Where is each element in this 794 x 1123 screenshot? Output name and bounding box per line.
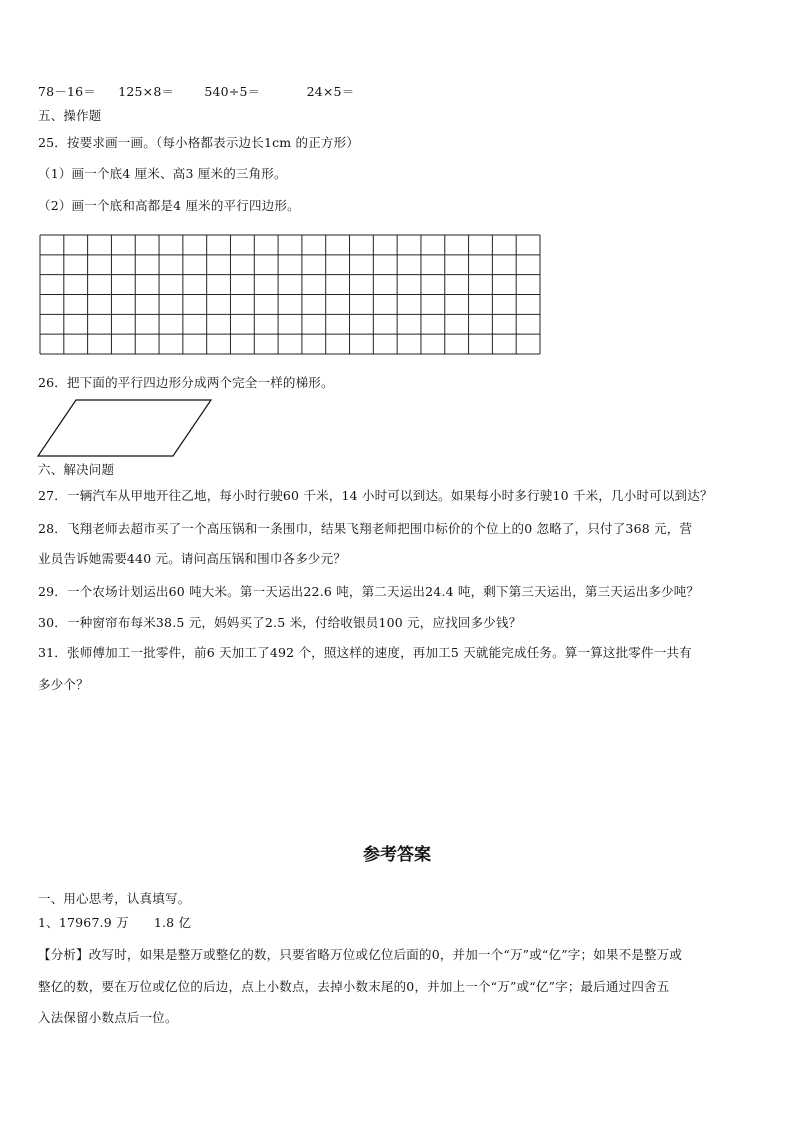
drawing-grid[interactable]	[39, 234, 541, 355]
question-31-line-2: 多少个？	[38, 677, 89, 692]
answer-1: 1、17967.9 万 1.8 亿	[38, 915, 192, 930]
question-25-part-1: （1）画一个底4 厘米、高3 厘米的三角形。	[38, 166, 287, 181]
parallelogram-shape	[38, 400, 211, 456]
question-25-part-2: （2）画一个底和高都是4 厘米的平行四边形。	[38, 198, 300, 213]
analysis-line-2: 整亿的数，要在万位或亿位的后边，点上小数点，去掉小数末尾的0，并加上一个“万”或“亿”字；最后通过四舍五	[38, 979, 670, 994]
answers-title: 参考答案	[363, 845, 431, 865]
analysis-line-1: 【分析】改写时，如果是整万或整亿的数，只要省略万位或亿位后面的0，并加一个“万”或“亿”字；如果不是整万或	[38, 947, 683, 962]
question-28-line-1: 28．飞翔老师去超市买了一个高压锅和一条围巾，结果飞翔老师把围巾标价的个位上的0 忽略了，只付了368 元，营	[38, 521, 693, 536]
question-31-line-1: 31．张师傅加工一批零件，前6 天加工了492 个，照这样的速度，再加工5 天就能完成任务。算一算这批零件一共有	[38, 645, 692, 660]
calc-item: 78－16＝	[38, 84, 97, 99]
calc-row	[38, 84, 354, 100]
analysis-line-3: 入法保留小数点后一位。	[38, 1010, 178, 1025]
parallelogram-figure[interactable]	[36, 398, 216, 460]
section-six-heading: 六、解决问题	[38, 462, 115, 477]
answers-section-one-heading: 一、用心思考，认真填写。	[38, 891, 191, 906]
question-26: 26．把下面的平行四边形分成两个完全一样的梯形。	[38, 375, 334, 390]
question-28-line-2: 业员告诉她需要440 元。请问高压锅和围巾各多少元？	[38, 551, 347, 566]
question-27: 27．一辆汽车从甲地开往乙地，每小时行驶60 千米，14 小时可以到达。如果每小时多行驶10 千米，几小时可以到达？	[38, 488, 713, 503]
question-30: 30．一种窗帘布每米38.5 元，妈妈买了2.5 米，付给收银员100 元，应找回多少钱？	[38, 615, 522, 630]
calc-item: 24×5＝	[306, 84, 355, 99]
section-five-heading: 五、操作题	[38, 108, 102, 123]
question-29: 29．一个农场计划运出60 吨大米。第一天运出22.6 吨，第二天运出24.4 吨，剩下第三天运出，第三天运出多少吨？	[38, 584, 700, 599]
calc-item: 540÷5＝	[204, 84, 261, 99]
question-25-stem: 25．按要求画一画。（每小格都表示边长1cm 的正方形）	[38, 135, 360, 150]
calc-item: 125×8＝	[118, 84, 175, 99]
